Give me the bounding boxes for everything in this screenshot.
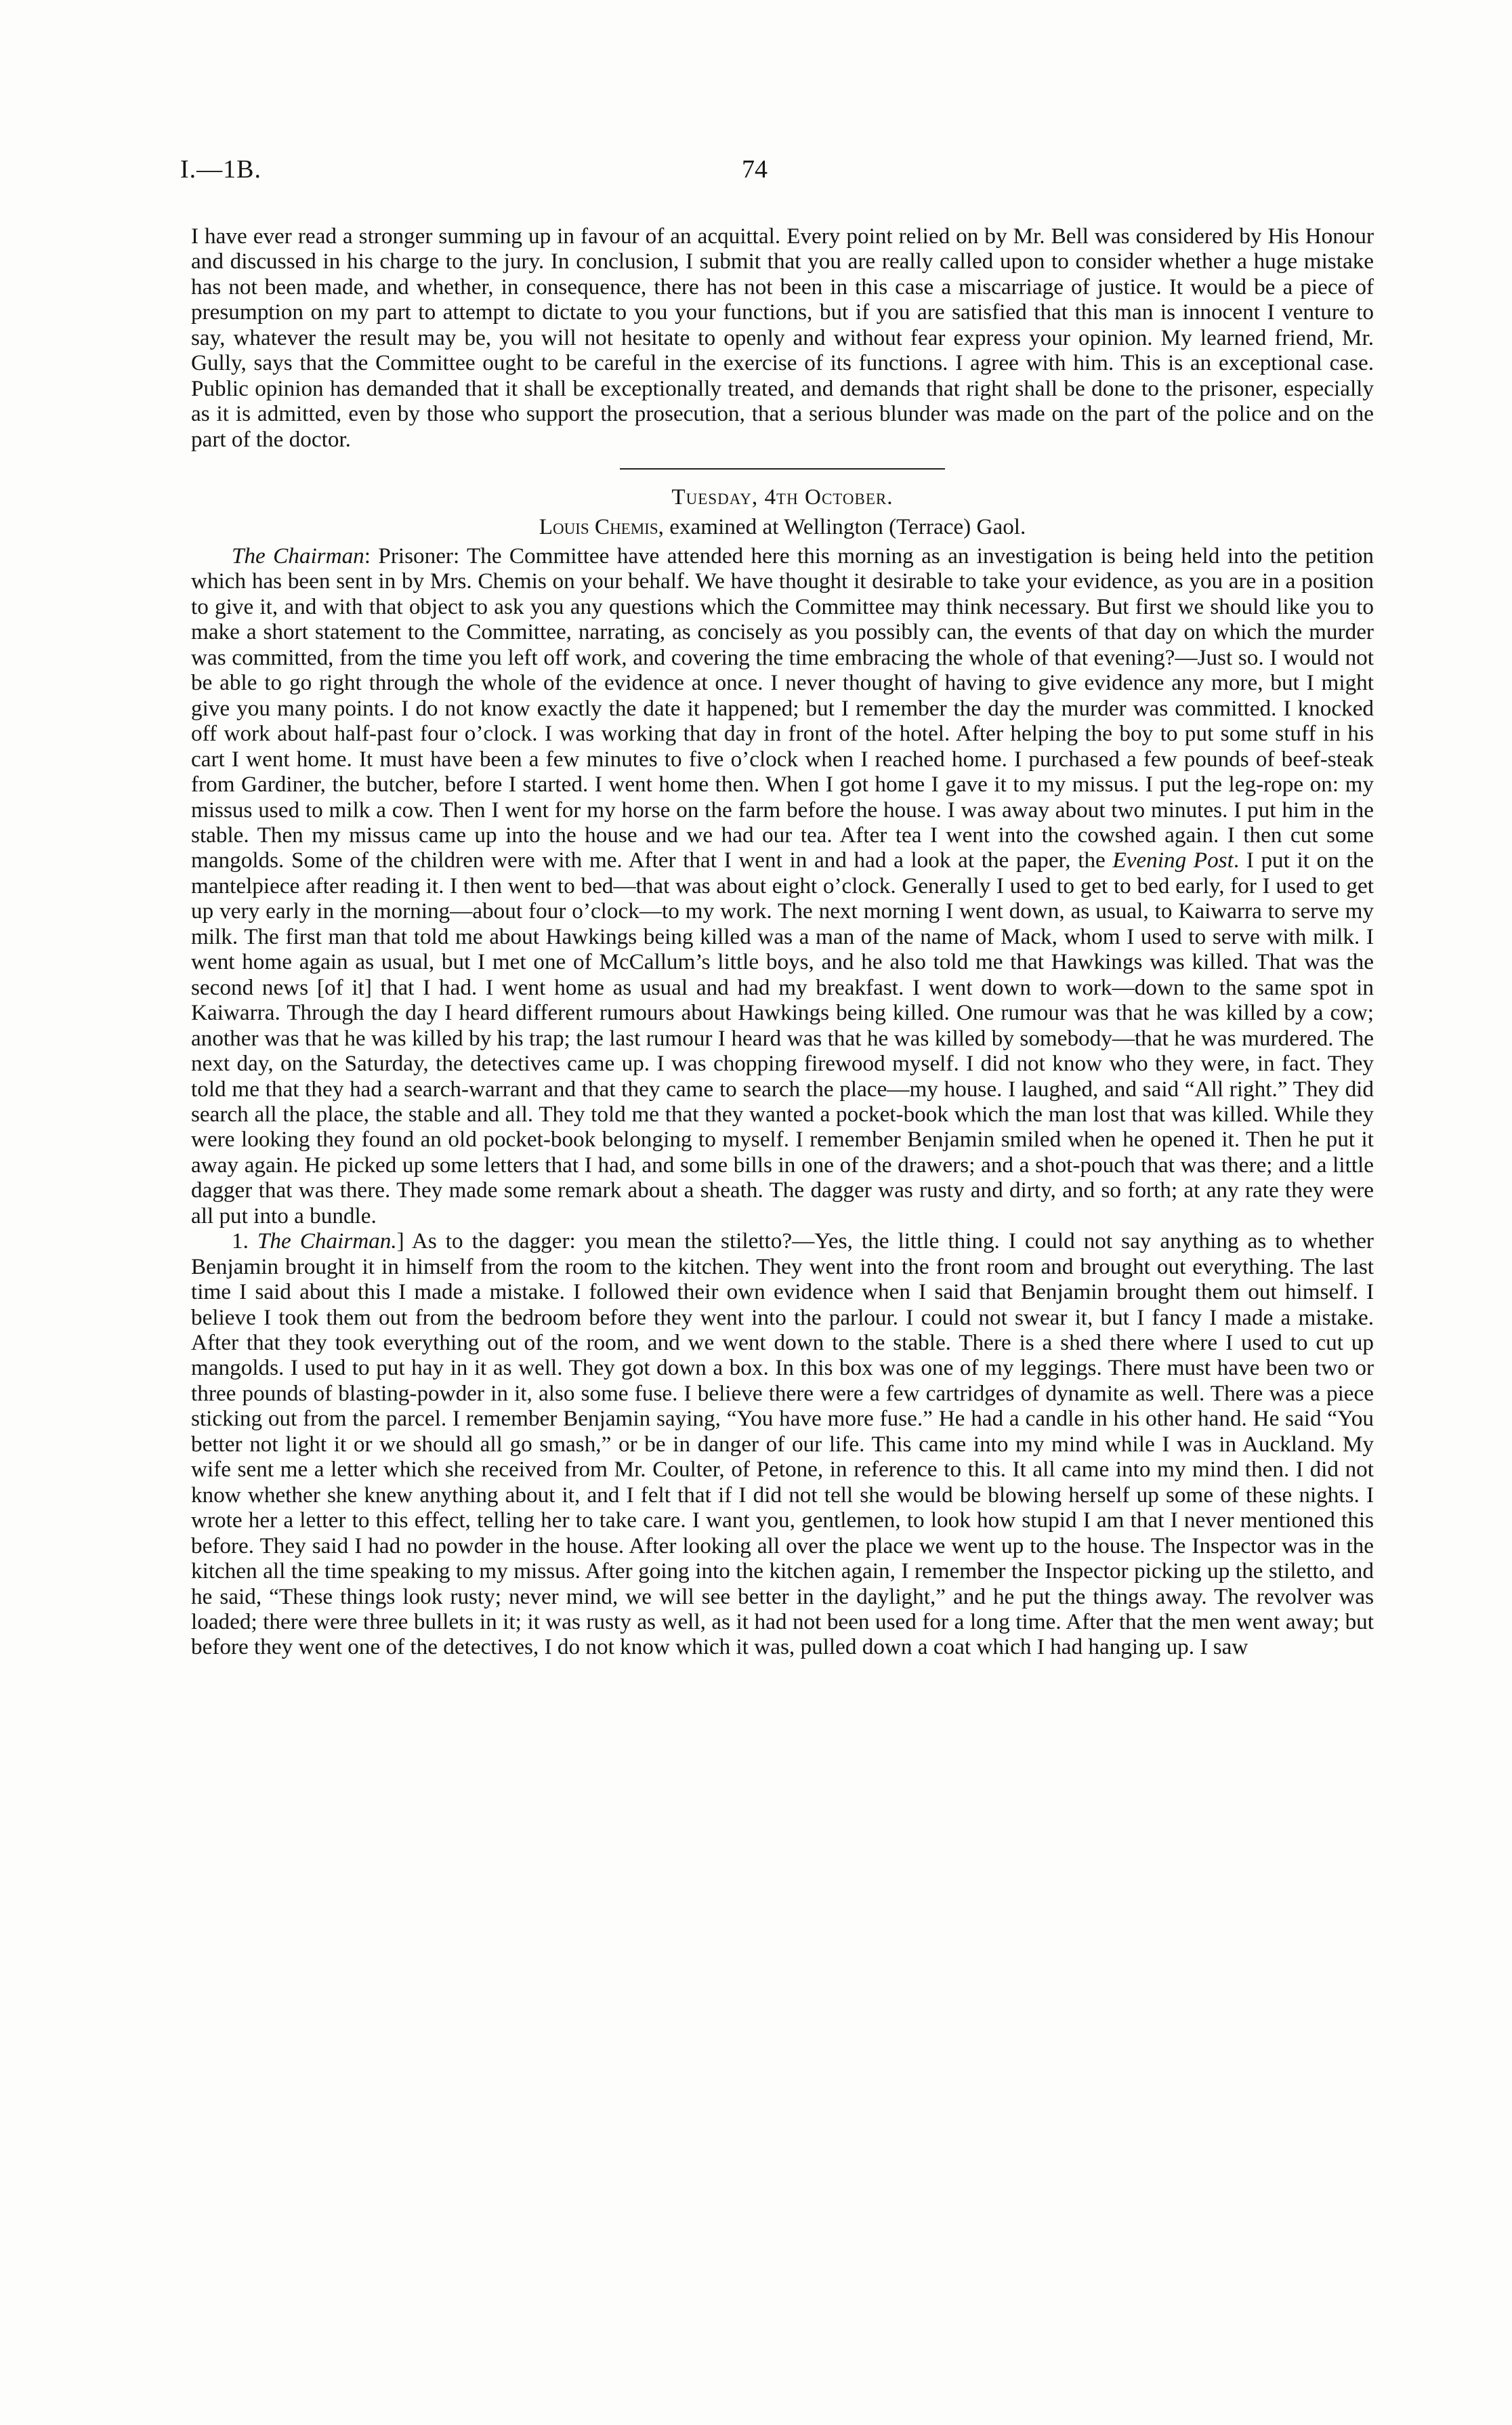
statement-text-part-1: Prisoner: The Committee have attended here this morning as an investigation is being held into the petition which has been sent in by Mrs. Chemis on your behalf. We have thought it desirable to take your evidence, as you are in a position to give it, and with that object to ask you any questions which the Committee may think necessary. But first we should like you to make a short statement to the Committee, narrating, as concisely as you possibly can, the events of that day on which the murder was committed, from the time you left off work, and covering the time embracing the whole of that evening?—Just so. I would not be able to go right through the whole of the evidence at once. I never thought of having to give evidence any more, but I might give you many points. I do not know exactly the date it happened; but I remember the day the murder was committed. I knocked off work about half-past four o’clock. I was working that day in front of the hotel. After helping the boy to put some stuff in his cart I went home. It must have been a few minutes to five o’clock when I reached home. I purchased a few pounds of beef-steak from Gardiner, the butcher, before I started. I went home then. When I got home I gave it to my missus. I put the leg-rope on: my missus used to milk a cow. Then I went for my horse on the farm before the house. I was away about two minutes. I put him in the stable. Then my missus came up into the house and we had our tea. After tea I went into the cowshed again. I then cut some mangolds. Some of the children were with me. After that I went in and had a look at the paper, the	[191, 543, 1374, 873]
question-1-text: As to the dagger: you mean the stiletto?—Yes, the little thing. I could not say anything as to whether Benjamin brought it in himself from the room to the kitchen. They went into the front room and brought out everything. The last time I said about this I made a mistake. I followed their own evidence when I said that Benjamin brought them out himself. I believe I took them out from the bedroom before they went into the parlour. I could not swear it, but I fancy I made a mistake. After that they took everything out of the room, and we went down to the stable. There is a shed there where I used to cut up mangolds. I used to put hay in it as well. They got down a box. In this box was one of my leggings. There must have been two or three pounds of blasting-powder in it, also some fuse. I believe there were a few cartridges of dynamite as well. There was a piece sticking out from the parcel. I remember Benjamin saying, “You have more fuse.” He had a candle in his other hand. He said “You better not light it or we should all go smash,” or be in danger of our life. This came into my mind while I was in Auckland. My wife sent me a letter which she received from Mr. Coulter, of Petone, in reference to this. It all came into my mind then. I did not know whether she knew anything about it, and I felt that if I did not tell she would be blowing herself up some of these nights. I wrote her a letter to this effect, telling her to take care. I want you, gentlemen, to look how stupid I am that I never mentioned this before. They said I had no powder in the house. After looking all over the place we went up to the house. The Inspector was in the kitchen all the time speaking to my missus. After going into the kitchen again, I remember the Inspector picking up the stiletto, and he said, “These things look rusty; never mind, we will see better in the daylight,” and he put the things away. The revolver was loaded; there were three bullets in it; it was rusty as well, as it had not been used for a long time. After that the men went away; but before they went one of the detectives, I do not know which it was, pulled down a coat which I had hanging up. I saw	[191, 1228, 1374, 1660]
witness-name: Louis Chemis	[539, 514, 658, 539]
question-1: 1. The Chairman.] As to the dagger: you mean the stiletto?—Yes, the little thing. I could not say anything as to whether Benjamin brought it in himself from the room to the kitchen. They went into the front room and brought out everything. The last time I said about this I made a mistake. I followed their own evidence when I said that Benjamin brought them out himself. I believe I took them out from the bedroom before they went into the parlour. I could not swear it, but I fancy I made a mistake. After that they took everything out of the room, and we went down to the stable. There is a shed there where I used to cut up mangolds. I used to put hay in it as well. They got down a box. In this box was one of my leggings. There must have been two or three pounds of blasting-powder in it, also some fuse. I believe there were a few cartridges of dynamite as well. There was a piece sticking out from the parcel. I remember Benjamin saying, “You have more fuse.” He had a candle in his other hand. He said “You better not light it or we should all go smash,” or be in danger of our life. This came into my mind while I was in Auckland. My wife sent me a letter which she received from Mr. Coulter, of Petone, in reference to this. It all came into my mind then. I did not know whether she knew anything about it, and I felt that if I did not tell she would be blowing herself up some of these nights. I wrote her a letter to this effect, telling her to take care. I want you, gentlemen, to look how stupid I am that I never mentioned this before. They said I had no powder in the house. After looking all over the place we went up to the house. The Inspector was in the kitchen all the time speaking to my missus. After going into the kitchen again, I remember the Inspector picking up the stiletto, and he said, “These things look rusty; never mind, we will see better in the daylight,” and he put the things away. The revolver was loaded; there were three bullets in it; it was rusty as well, as it had not been used for a long time. After that the men went away; but before they went one of the detectives, I do not know which it was, pulled down a coat which I had hanging up. I saw	[191, 1228, 1374, 1660]
question-number: 1.	[232, 1228, 257, 1254]
statement-text-part-2: . I put it on the mantelpiece after reading it. I then went to bed—that was about eight o’clock. Generally I used to get to bed early, for I used to get up very early in the morning—about four o’clock—to my work. The next morning I went down, as usual, to Kaiwarra to serve my milk. The first man that told me about Hawkings being killed was a man of the name of Mack, whom I used to serve with milk. I went home again as usual, but I met one of McCallum’s little boys, and he also told me that Hawkings was killed. That was the second news [of it] that I had. I went home as usual and had my breakfast. I went down to work—down to the same spot in Kaiwarra. Through the day I heard different rumours about Hawkings being killed. One rumour was that he was killed by a cow; another was that he was killed by his trap; the last rumour I heard was that he was killed by somebody—that he was murdered. The next day, on the Saturday, the detectives came up. I was chopping firewood myself. I did not know who they were, in fact. They told me that they had a search-warrant and that they came to search the place—my house. I laughed, and said “All right.” They did search all the place, the stable and all. They told me that they wanted a pocket-book which the man lost that was killed. While they were looking they found an old pocket-book belonging to myself. I remember Benjamin smiled when he opened it. Then he put it away again. He picked up some letters that I had, and some bills in one of the drawers; and a shot-pouch that was there; and a little dagger that was there. They made some remark about a sheath. The dagger was rusty and dirty, and so forth; at any rate they were all put into a bundle.	[191, 848, 1374, 1228]
section-divider	[620, 468, 945, 470]
newspaper-title: Evening Post	[1112, 848, 1234, 873]
session-date: Tuesday, 4th October.	[671, 484, 894, 510]
witness-heading	[191, 514, 1374, 539]
speaker-label: The Chairman	[232, 543, 364, 568]
page-body	[191, 224, 1374, 1660]
page-number: 74	[742, 155, 768, 184]
question-speaker: The Chairman.	[257, 1228, 397, 1254]
chairman-statement: The Chairman: Prisoner: The Committee have attended here this morning as an investigation is being held into the petition which has been sent in by Mrs. Chemis on your behalf. We have thought it desirable to take your evidence, as you are in a position to give it, and with that object to ask you any questions which the Committee may think necessary. But first we should like you to make a short statement to the Committee, narrating, as concisely as you possibly can, the events of that day on which the murder was committed, from the time you left off work, and covering the time embracing the whole of that evening?—Just so. I would not be able to go right through the whole of the evidence at once. I never thought of having to give evidence any more, but I might give you many points. I do not know exactly the date it happened; but I remember the day the murder was committed. I knocked off work about half-past four o’clock. I was working that day in front of the hotel. After helping the boy to put some stuff in his cart I went home. It must have been a few minutes to five o’clock when I reached home. I purchased a few pounds of beef-steak from Gardiner, the butcher, before I started. I went home then. When I got home I gave it to my missus. I put the leg-rope on: my missus used to milk a cow. Then I went for my horse on the farm before the house. I was away about two minutes. I put him in the stable. Then my missus came up into the house and we had our tea. After tea I went into the cowshed again. I then cut some mangolds. Some of the children were with me. After that I went in and had a look at the paper, the Evening Post. I put it on the mantelpiece after reading it. I then went to bed—that was about eight o’clock. Generally I used to get to bed early, for I used to get up very early in the morning—about four o’clock—to my work. The next morning I went down, as usual, to Kaiwarra to serve my milk. The first man that told me about Hawkings being killed was a man of the name of Mack, whom I used to serve with milk. I went home again as usual, but I met one of McCallum’s little boys, and he also told me that Hawkings was killed. That was the second news [of it] that I had. I went home as usual and had my breakfast. I went down to work—down to the same spot in Kaiwarra. Through the day I heard different rumours about Hawkings being killed. One rumour was that he was killed by a cow; another was that he was killed by his trap; the last rumour I heard was that he was killed by somebody—that he was murdered. The next day, on the Saturday, the detectives came up. I was chopping firewood myself. I did not know who they were, in fact. They told me that they had a search-warrant and that they came to search the place—my house. I laughed, and said “All right.” They did search all the place, the stable and all. They told me that they wanted a pocket-book which the man lost that was killed. While they were looking they found an old pocket-book belonging to myself. I remember Benjamin smiled when he opened it. Then he put it away again. He picked up some letters that I had, and some bills in one of the drawers; and a shot-pouch that was there; and a little dagger that was there. They made some remark about a sheath. The dagger was rusty and dirty, and so forth; at any rate they were all put into a bundle.	[191, 543, 1374, 1228]
closing-paragraph: I have ever read a stronger summing up in favour of an acquittal. Every point relied on by Mr. Bell was considered by His Honour and discussed in his charge to the jury. In conclusion, I submit that you are really called upon to consider whether a huge mistake has not been made, and whether, in consequence, there has not been in this case a miscarriage of justice. It would be a piece of presumption on my part to attempt to dictate to you your functions, but if you are satisfied that this man is innocent I venture to say, whatever the result may be, you will not hesitate to openly and without fear express your opinion. My learned friend, Mr. Gully, says that the Committee ought to be careful in the exercise of its functions. I agree with him. This is an exceptional case. Public opinion has demanded that it shall be exceptionally treated, and demands that right shall be done to the prisoner, especially as it is admitted, even by those who support the prosecution, that a serious blunder was made on the part of the police and on the part of the doctor.	[191, 224, 1374, 452]
document-reference: I.—1B.	[180, 155, 261, 184]
witness-suffix: , examined at Wellington (Terrace) Gaol.	[658, 514, 1026, 539]
page-header	[180, 154, 1329, 195]
